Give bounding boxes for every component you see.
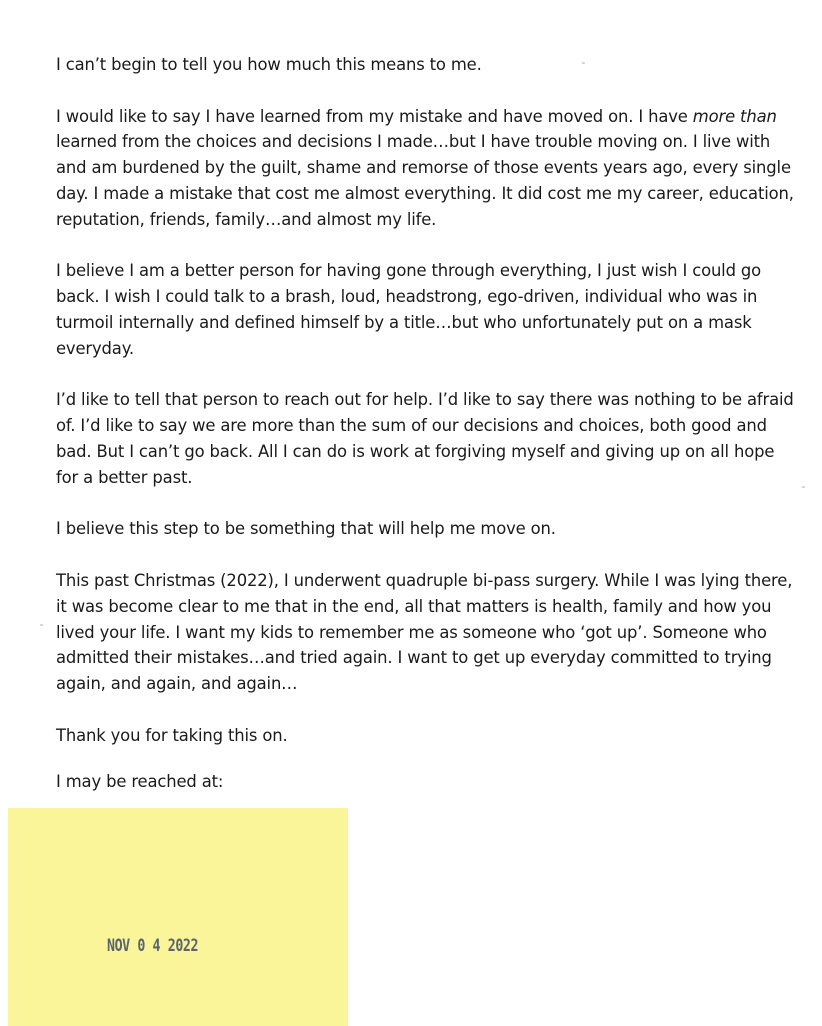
scan-speck <box>582 62 585 64</box>
scan-speck <box>40 624 43 626</box>
redaction-box <box>8 808 348 1026</box>
paragraph-contact: I may be reached at: <box>56 771 224 791</box>
emphasis-more-than: more than <box>692 106 777 126</box>
paragraph-mistake <box>56 104 796 233</box>
paragraph-reach-out: I’d like to tell that person to reach out for help. I’d like to say there was nothing to be afraid of. I’d like to say we are more than the sum of our decisions and choices, both good and bad. But I can’t go back. All I can do is work at forgiving myself and giving up on all hope for a better past. <box>56 390 794 487</box>
paragraph-thank-you: Thank you for taking this on. <box>56 725 288 745</box>
paragraph-surgery: This past Christmas (2022), I underwent quadruple bi-pass surgery. While I was lying there, it was become clear to me that in the end, all that matters is health, family and how you lived your life. I want my kids to remember me as someone who ‘got up’. Someone who admitted their mistakes…and tried again. I want to get up everyday committed to trying again, and again, and again… <box>56 570 793 694</box>
scan-speck <box>802 486 805 488</box>
paragraph-mistake-part-1: I would like to say I have learned from my mistake and have moved on. I have <box>56 106 693 126</box>
paragraph-opening: I can’t begin to tell you how much this means to me. <box>56 55 482 74</box>
paragraph-move-on: I believe this step to be something that will help me move on. <box>56 519 556 539</box>
received-date-stamp: NOV 0 4 2022 <box>107 936 199 956</box>
paragraph-mistake-part-2: learned from the choices and decisions I made…but I have trouble moving on. I live with and am burdened by the guilt, shame and remorse of those events years ago, every single day. I made a mistake that cost me almost everything. It did cost me my career, education, reputation, friends, family…and almost my life. <box>56 132 794 229</box>
paragraph-better-person: I believe I am a better person for having gone through everything, I just wish I could go back. I wish I could talk to a brash, loud, headstrong, ego-driven, individual who was in turmoil internally and defined himself by a title…but who unfortunately put on a mask everyday. <box>56 261 762 358</box>
letter-body <box>56 52 796 820</box>
